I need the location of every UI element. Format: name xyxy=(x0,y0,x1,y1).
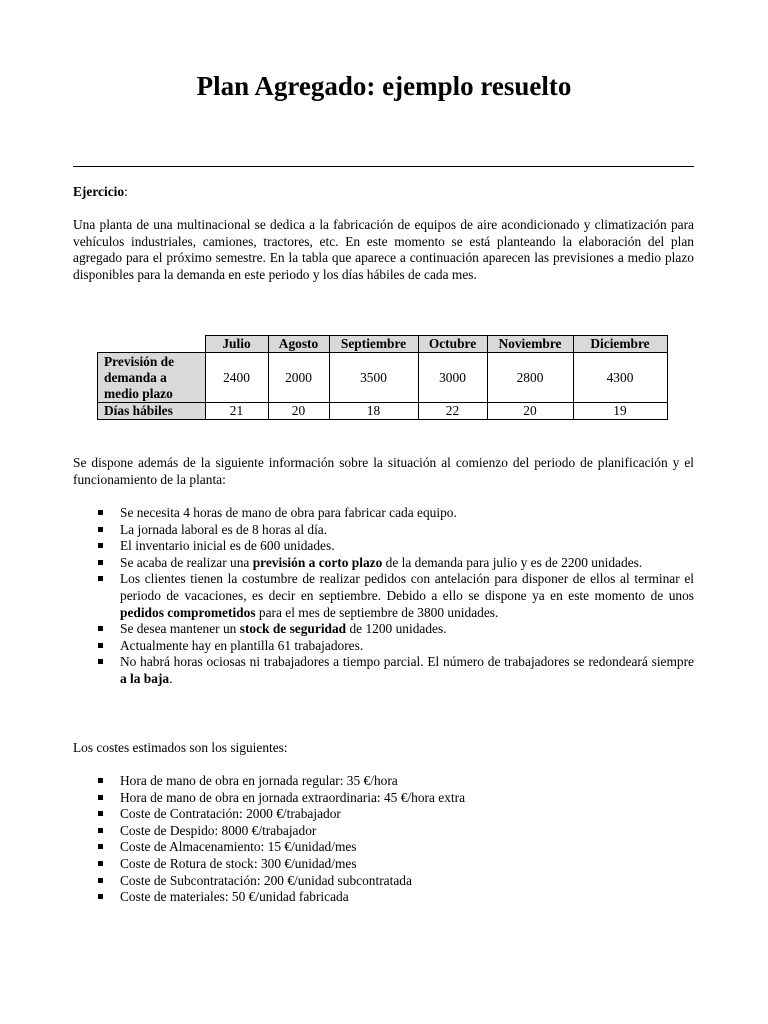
table-row-header: Días hábiles xyxy=(98,403,206,420)
list-item-text: Coste de Despido: 8000 €/trabajador xyxy=(120,822,317,838)
bullet-square-icon xyxy=(98,878,103,883)
list-item-text: para el mes de septiembre de 3800 unidades. xyxy=(255,604,499,620)
list-item xyxy=(73,806,694,823)
list-item xyxy=(73,522,694,539)
table-corner-cell xyxy=(98,336,206,353)
list-item-bold-text: pedidos comprometidos xyxy=(120,604,256,620)
bullet-square-icon xyxy=(98,894,103,899)
list-item xyxy=(73,571,694,621)
list-item xyxy=(73,823,694,840)
bullet-square-icon xyxy=(98,560,103,565)
page-title: Plan Agregado: ejemplo resuelto xyxy=(196,71,572,101)
list-item xyxy=(73,856,694,873)
table-cell: 19 xyxy=(573,403,667,420)
list-item xyxy=(73,654,694,687)
bullet-square-icon xyxy=(98,795,103,800)
list-item-text: No habrá horas ociosas ni trabajadores a tiempo parcial. El número de trabajadores se redondeará siempre xyxy=(120,654,694,670)
list-item-text: Coste de Rotura de stock: 300 €/unidad/mes xyxy=(120,855,357,871)
exercise-label xyxy=(73,184,128,201)
list-item-text: La jornada laboral es de 8 horas al día. xyxy=(120,521,328,537)
exercise-label-text: Ejercicio xyxy=(73,184,125,199)
list-item xyxy=(73,839,694,856)
list-item xyxy=(73,538,694,555)
list-item-text: Coste de materiales: 50 €/unidad fabricada xyxy=(120,889,349,905)
list-item-text: Se necesita 4 horas de mano de obra para fabricar cada equipo. xyxy=(120,505,457,520)
table-cell: 4300 xyxy=(573,353,667,403)
intro-paragraph: Una planta de una multinacional se dedica a la fabricación de equipos de aire acondicionado y climatización para vehículos industriales, camiones, tractores, etc. En este momento se está planteando la elaboración del plan agregado para el próximo semestre. En la tabla que aparece a continuación aparecen las previsiones a medio plazo disponibles para la demanda en este periodo y los días hábiles de cada mes. xyxy=(73,217,694,282)
list-item xyxy=(73,773,694,790)
table-header-cell: Octubre xyxy=(418,336,487,353)
list-item-text: Coste de Almacenamiento: 15 €/unidad/mes xyxy=(120,839,357,855)
list-item-text: Coste de Subcontratación: 200 €/unidad subcontratada xyxy=(120,872,412,888)
list-item xyxy=(73,638,694,655)
bullet-square-icon xyxy=(98,626,103,631)
list-item xyxy=(73,790,694,807)
list-item xyxy=(73,621,694,638)
table-cell: 20 xyxy=(268,403,329,420)
list-item-text: Se acaba de realizar una xyxy=(120,554,253,570)
list-item-text: Coste de Contratación: 2000 €/trabajador xyxy=(120,806,341,822)
table-cell: 3500 xyxy=(329,353,418,403)
list-item-bold-text: previsión a corto plazo xyxy=(252,554,383,570)
bullet-square-icon xyxy=(98,828,103,833)
table-header-row xyxy=(98,336,668,353)
list-item-bold-text: stock de seguridad xyxy=(239,621,347,637)
bullet-square-icon xyxy=(98,543,103,548)
list-item-text: de 1200 unidades. xyxy=(346,621,447,637)
table-header-cell: Septiembre xyxy=(329,336,418,353)
situation-paragraph: Se dispone además de la siguiente información sobre la situación al comienzo del periodo de planificación y el funcionamiento de la planta: xyxy=(73,455,694,487)
horizontal-rule xyxy=(73,166,694,167)
table-cell: 21 xyxy=(205,403,268,420)
demand-table xyxy=(97,335,668,420)
bullet-square-icon xyxy=(98,643,103,648)
list-item-text: de la demanda para julio y es de 2200 unidades. xyxy=(382,554,643,570)
table-header-cell: Diciembre xyxy=(573,336,667,353)
list-item xyxy=(73,555,694,572)
table-header-cell: Noviembre xyxy=(487,336,573,353)
bullet-square-icon xyxy=(98,844,103,849)
list-item-text: Actualmente hay en plantilla 61 trabajadores. xyxy=(120,637,364,653)
list-item-text: Hora de mano de obra en jornada regular: 35 €/hora xyxy=(120,773,398,788)
bullet-square-icon xyxy=(98,778,103,783)
list-item-text: . xyxy=(169,670,173,686)
costs-list xyxy=(73,773,694,906)
list-item-text: Hora de mano de obra en jornada extraordinaria: 45 €/hora extra xyxy=(120,789,466,805)
table-row-header: Previsión de demanda a medio plazo xyxy=(98,353,206,403)
table-cell: 2800 xyxy=(487,353,573,403)
bullet-square-icon xyxy=(98,527,103,532)
list-item-bold-text: a la baja xyxy=(120,670,170,686)
list-item-text: Los clientes tienen la costumbre de realizar pedidos con antelación para disponer de ellos al terminar el periodo de vacaciones, es decir en septiembre. Debido a ello se dispone ya en este momento de unos xyxy=(120,571,694,603)
table-header-cell: Julio xyxy=(205,336,268,353)
bullet-square-icon xyxy=(98,861,103,866)
bullet-square-icon xyxy=(98,576,103,581)
list-item-text: Se desea mantener un xyxy=(120,621,240,637)
list-item xyxy=(73,505,694,522)
table-cell: 2400 xyxy=(205,353,268,403)
list-item-text: El inventario inicial es de 600 unidades. xyxy=(120,538,335,554)
bullet-square-icon xyxy=(98,659,103,664)
table-cell: 2000 xyxy=(268,353,329,403)
table-row xyxy=(98,403,668,420)
list-item xyxy=(73,889,694,906)
situation-list xyxy=(73,505,694,688)
exercise-label-colon: : xyxy=(124,184,128,199)
bullet-square-icon xyxy=(98,510,103,515)
table-cell: 20 xyxy=(487,403,573,420)
bullet-square-icon xyxy=(98,811,103,816)
table-cell: 3000 xyxy=(418,353,487,403)
list-item xyxy=(73,873,694,890)
table-cell: 22 xyxy=(418,403,487,420)
table-cell: 18 xyxy=(329,403,418,420)
table-header-cell: Agosto xyxy=(268,336,329,353)
costs-paragraph: Los costes estimados son los siguientes: xyxy=(73,740,288,755)
table-row xyxy=(98,353,668,403)
